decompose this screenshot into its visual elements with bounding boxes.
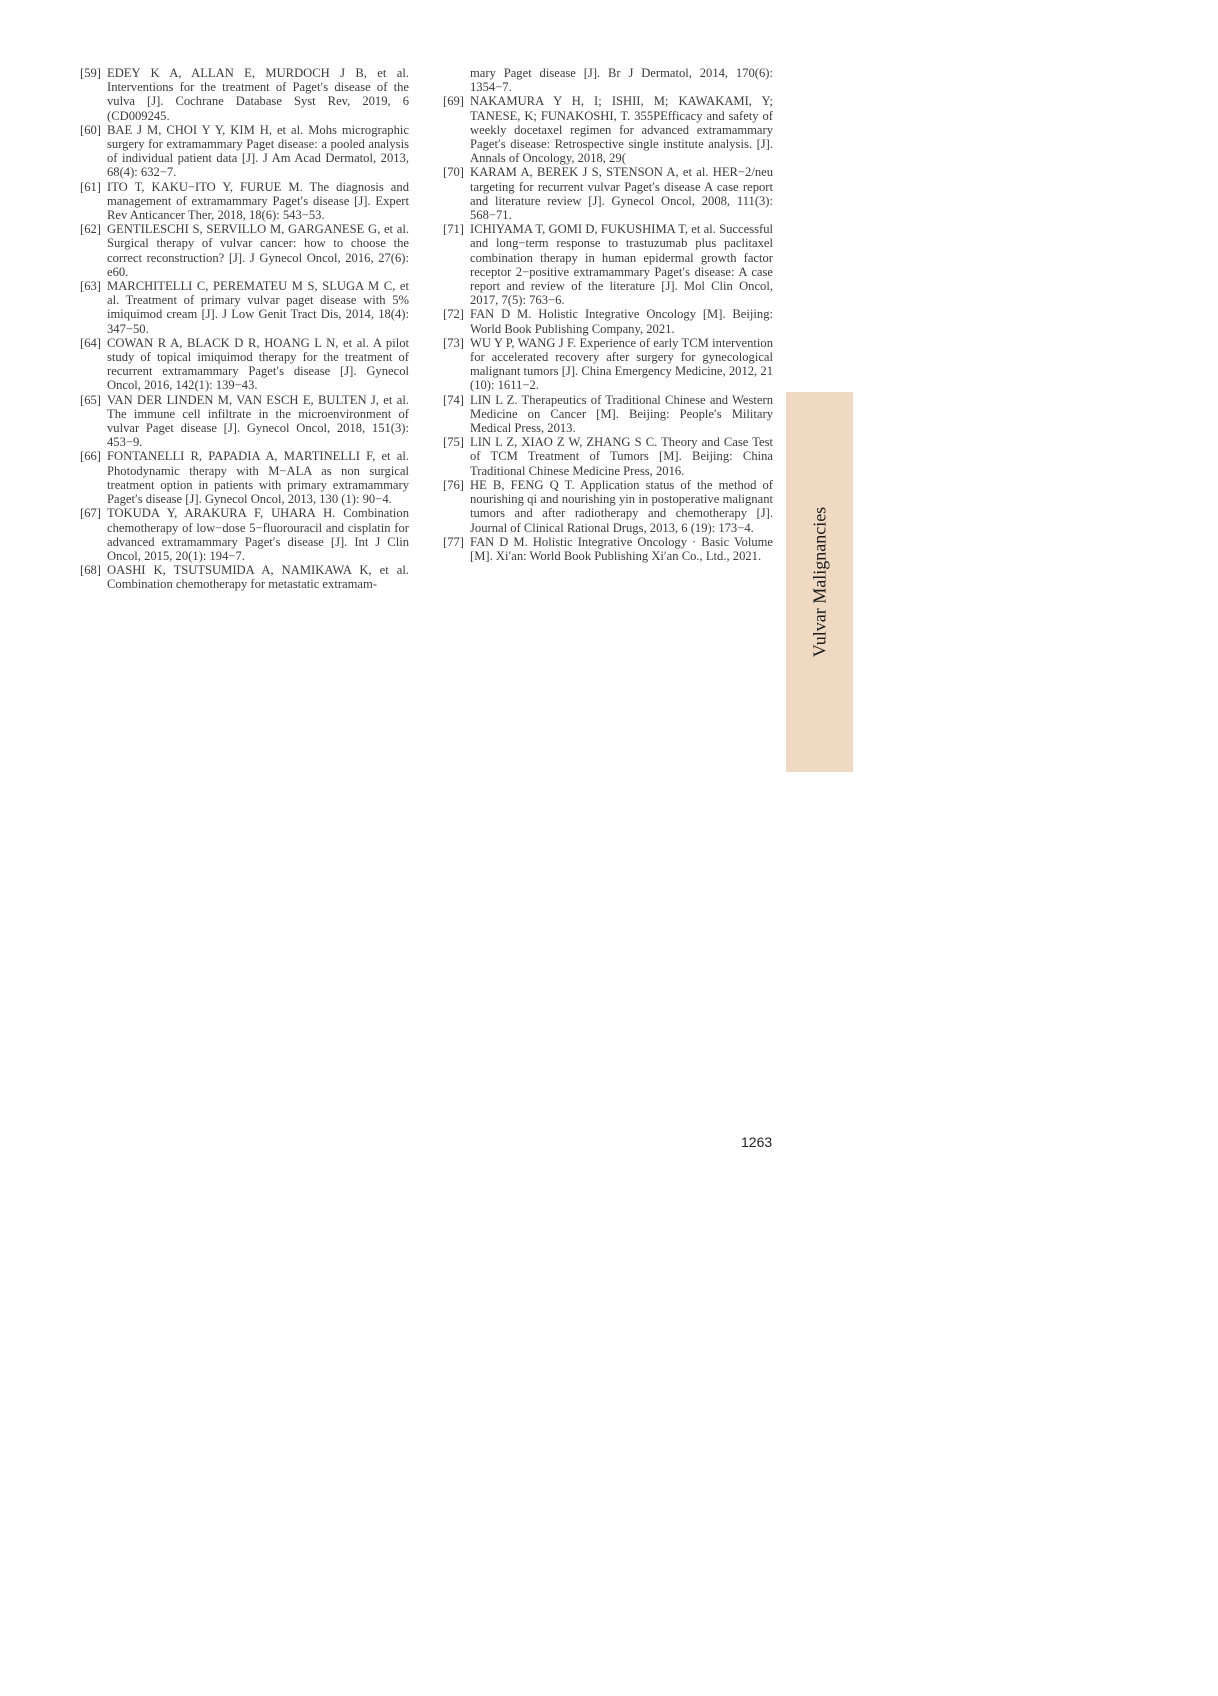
reference-text: WU Y P, WANG J F. Experience of early TCM intervention for accelerated recovery after surgery for gynecological malignant tumors [J]. China Emergency Medicine, 2012, 21 (10): 1611−2. — [470, 335, 773, 393]
reference-entry — [443, 535, 773, 563]
reference-entry — [443, 336, 773, 393]
references-left-column — [80, 66, 409, 592]
reference-entry — [443, 478, 773, 535]
reference-number: [67] — [80, 506, 101, 521]
section-side-label: Vulvar Malignancies — [809, 506, 829, 658]
reference-entry — [80, 506, 409, 563]
reference-entry — [443, 307, 773, 335]
reference-text: FONTANELLI R, PAPADIA A, MARTINELLI F, et al. Photodynamic therapy with M−ALA as non surgical treatment option in patients with primary extramammary Paget′s disease [J]. Gynecol Oncol, 2013, 130 (1): 90−4. — [107, 449, 409, 507]
reference-entry — [443, 393, 773, 436]
reference-entry — [80, 123, 409, 180]
reference-text: LIN L Z, XIAO Z W, ZHANG S C. Theory and Case Test of TCM Treatment of Tumors [M]. Beijing: China Traditional Chinese Medicine Press, 2016. — [470, 435, 773, 478]
reference-entry — [443, 222, 773, 307]
reference-text: MARCHITELLI C, PEREMATEU M S, SLUGA M C, et al. Treatment of primary vulvar paget disease with 5% imiquimod cream [J]. J Low Genit Tract Dis, 2014, 18(4): 347−50. — [107, 279, 409, 336]
reference-number: [69] — [443, 94, 464, 109]
reference-number: [68] — [80, 563, 101, 578]
reference-entry — [443, 165, 773, 222]
reference-entry — [443, 435, 773, 478]
reference-text: EDEY K A, ALLAN E, MURDOCH J B, et al. Interventions for the treatment of Paget′s disease of the vulva [J]. Cochrane Database Syst Rev, 2019, 6 (CD009245. — [107, 66, 409, 123]
reference-entry — [80, 336, 409, 393]
reference-number: [74] — [443, 392, 464, 407]
reference-text: GENTILESCHI S, SERVILLO M, GARGANESE G, et al. Surgical therapy of vulvar cancer: how to choose the correct reconstruction? [J]. J Gynecol Oncol, 2016, 27(6): e60. — [107, 222, 409, 279]
reference-text: COWAN R A, BLACK D R, HOANG L N, et al. A pilot study of topical imiquimod therapy for the treatment of recurrent extramammary Paget′s disease [J]. Gynecol Oncol, 2016, 142(1): 139−43. — [107, 335, 409, 393]
reference-number: [71] — [443, 222, 464, 237]
reference-entry — [443, 94, 773, 165]
reference-text: FAN D M. Holistic Integrative Oncology · Basic Volume [M]. Xi′an: World Book Publishing Xi′an Co., Ltd., 2021. — [470, 534, 773, 563]
reference-number: [60] — [80, 122, 101, 137]
reference-number: [75] — [443, 435, 464, 450]
reference-text: KARAM A, BEREK J S, STENSON A, et al. HER−2/neu targeting for recurrent vulvar Paget′s disease A case report and literature review [J]. Gynecol Oncol, 2008, 111(3): 568−71. — [470, 165, 773, 223]
reference-number: [70] — [443, 165, 464, 180]
reference-text: ITO T, KAKU−ITO Y, FURUE M. The diagnosis and management of extramammary Paget′s disease [J]. Expert Rev Anticancer Ther, 2018, 18(6): 543−53. — [107, 179, 409, 223]
reference-number: [73] — [443, 335, 464, 350]
reference-number: [77] — [443, 534, 464, 549]
reference-entry — [80, 449, 409, 506]
reference-entry — [80, 180, 409, 223]
reference-number: [66] — [80, 449, 101, 464]
reference-text: FAN D M. Holistic Integrative Oncology [M]. Beijing: World Book Publishing Company, 2021. — [470, 307, 773, 336]
reference-number: [72] — [443, 307, 464, 322]
reference-number: [59] — [80, 66, 101, 80]
reference-text: LIN L Z. Therapeutics of Traditional Chinese and Western Medicine on Cancer [M]. Beijing: People′s Military Medical Press, 2013. — [470, 392, 773, 436]
reference-text: BAE J M, CHOI Y Y, KIM H, et al. Mohs micrographic surgery for extramammary Paget disease: a pooled analysis of individual patient data [J]. J Am Acad Dermatol, 2013, 68(4): 632−7. — [107, 122, 409, 180]
reference-text: VAN DER LINDEN M, VAN ESCH E, BULTEN J, et al. The immune cell infiltrate in the microenvironment of vulvar Paget disease [J]. Gynecol Oncol, 2018, 151(3): 453−9. — [107, 392, 409, 450]
reference-text: TOKUDA Y, ARAKURA F, UHARA H. Combination chemotherapy of low−dose 5−fluorouracil and cisplatin for advanced extramammary Paget′s disease [J]. Int J Clin Oncol, 2015, 20(1): 194−7. — [107, 506, 409, 563]
reference-text: ICHIYAMA T, GOMI D, FUKUSHIMA T, et al. Successful and long−term response to trastuzumab plus paclitaxel combination therapy in human epidermal growth factor receptor 2−positive extramammary Paget′s disease: A case report and review of the literature [J]. Mol Clin Oncol, 2017, 7(5): 763−6. — [470, 222, 773, 308]
reference-number: [64] — [80, 335, 101, 350]
references-right-list — [443, 94, 773, 563]
reference-entry — [80, 393, 409, 450]
reference-number: [61] — [80, 179, 101, 194]
reference-text: NAKAMURA Y H, I; ISHII, M; KAWAKAMI, Y; TANESE, K; FUNAKOSHI, T. 355PEfficacy and safety of weekly docetaxel regimen for advanced extramammary Paget′s disease: Retrospective single institute analysis. [J]. Annals of Oncology, 2018, 29( — [470, 94, 773, 166]
reference-entry — [80, 66, 409, 123]
reference-number: [62] — [80, 222, 101, 237]
reference-entry — [80, 279, 409, 336]
reference-number: [63] — [80, 279, 101, 294]
section-side-tab — [786, 392, 853, 772]
reference-entry — [80, 563, 409, 591]
reference-number: [65] — [80, 392, 101, 407]
reference-text: OASHI K, TSUTSUMIDA A, NAMIKAWA K, et al. Combination chemotherapy for metastatic extramam- — [107, 563, 409, 592]
references-right-column — [443, 66, 773, 563]
page-number: 1263 — [741, 1134, 773, 1150]
reference-continuation: mary Paget disease [J]. Br J Dermatol, 2014, 170(6): 1354−7. — [470, 66, 773, 95]
reference-number: [76] — [443, 477, 464, 492]
reference-text: HE B, FENG Q T. Application status of the method of nourishing qi and nourishing yin in postoperative malignant tumors and after radiotherapy and chemotherapy [J]. Journal of Clinical Rational Drugs, 2013, 6 (19): 173−4. — [470, 477, 773, 535]
reference-entry — [80, 222, 409, 279]
